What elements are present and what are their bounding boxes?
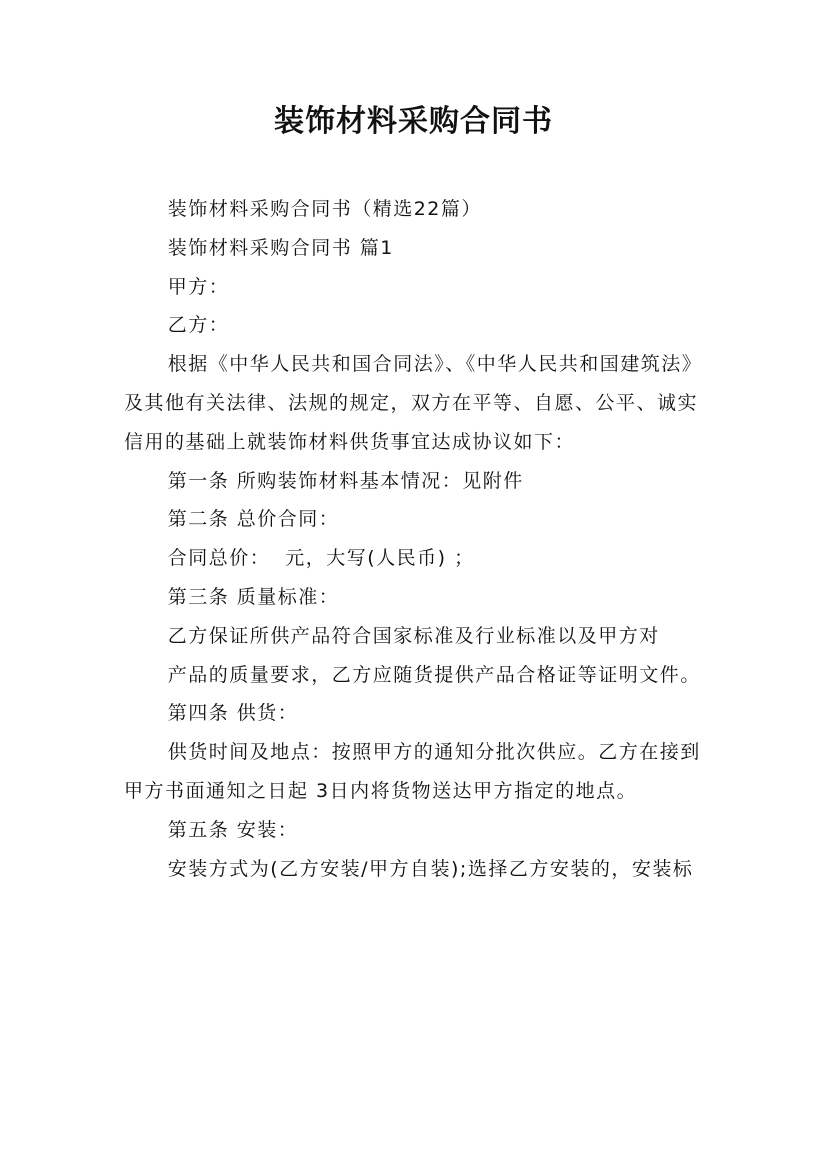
paragraph-supply-terms: 供货时间及地点：按照甲方的通知分批次供应。乙方在接到甲方书面通知之日起 3日内将货物送达甲方指定的地点。 [124,741,701,802]
paragraph-installation: 安装方式为(乙方安装/甲方自装);选择乙方安装的，安装标 [167,857,694,880]
paragraph-article-5: 第五条 安装： [167,818,299,841]
paragraph-total-price: 合同总价： 元，大写(人民币) ； [167,547,475,570]
paragraph-article-2: 第二条 总价合同： [167,508,340,531]
document-body [124,190,714,888]
paragraph-contract-heading: 装饰材料采购合同书 篇1 [167,236,394,259]
paragraph-article-3: 第三条 质量标准： [167,585,340,608]
paragraph-collection-title: 装饰材料采购合同书（精选22篇） [167,198,482,220]
paragraph-quality-1: 乙方保证所供产品符合国家标准及行业标准以及甲方对 [167,624,660,647]
paragraph-preamble: 根据《中华人民共和国合同法》、《中华人民共和国建筑法》及其他有关法律、法规的规定，双方在平等、自愿、公平、诚实信用的基础上就装饰材料供货事宜达成协议如下： [124,353,703,453]
document-title: 装饰材料采购合同书 [274,104,553,139]
paragraph-article-4: 第四条 供货： [167,702,299,725]
paragraph-article-1: 第一条 所购装饰材料基本情况：见附件 [167,469,524,492]
paragraph-quality-2: 产品的质量要求，乙方应随货提供产品合格证等证明文件。 [167,663,701,686]
paragraph-party-b: 乙方： [167,314,230,337]
paragraph-party-a: 甲方： [167,275,230,298]
